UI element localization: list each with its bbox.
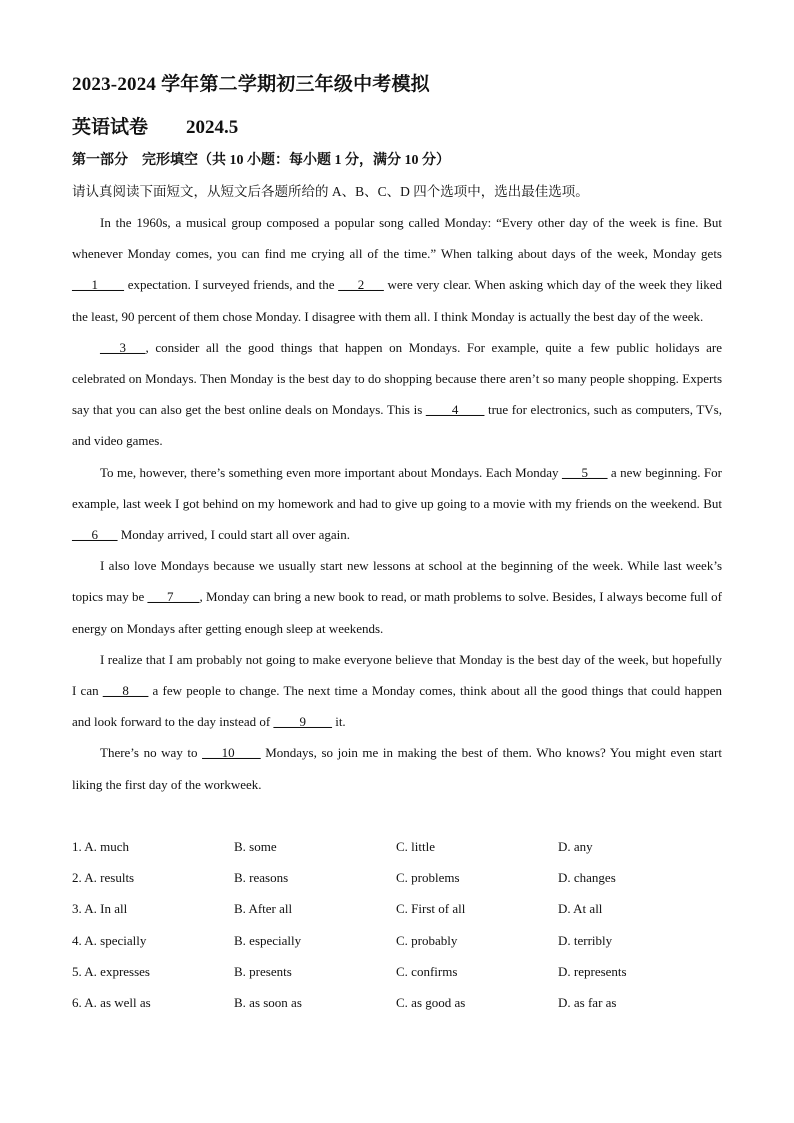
option-b: B. especially	[234, 932, 302, 948]
question-3-options	[72, 893, 722, 924]
option-a: 2. A. results	[72, 870, 135, 886]
option-a: 4. A. specially	[72, 932, 147, 948]
option-c: C. little	[396, 839, 435, 854]
option-c: C. confirms	[396, 963, 458, 979]
blank-4: ____4____	[425, 402, 485, 418]
blank-2: ___2___	[338, 277, 384, 293]
passage-paragraph: In the 1960s, a musical group composed a popular song called Monday: “Every other day of the week is fine. But whenever Monday comes, you can find me crying all of the time.” When talking about days of the week, Monday gets ___1____ expectation. I surveyed friends, and the ___2___ were very clear. When asking which day of the week they liked the least, 90 percent of them chose Monday. I disagree with them all. I think Monday is actually the best day of the week.	[72, 215, 722, 324]
blank-10: ___10____	[202, 745, 261, 761]
option-a: 6. A. as well as	[72, 994, 151, 1010]
question-4-options	[72, 925, 722, 956]
option-d: D. any	[558, 839, 593, 854]
answer-options	[72, 831, 722, 1018]
exam-title: 2023-2024 学年第二学期初三年级中考模拟	[72, 74, 430, 95]
passage-paragraph: I also love Mondays because we usually start new lessons at school at the beginning of the week. While last week’s topics may be ___7____, Monday can bring a new book to read, or math problems to solve. Besides, I always become full of energy on Mondays after getting enough sleep at weekends.	[72, 558, 722, 636]
question-6-options	[72, 987, 722, 1018]
subject-label: 英语试卷	[72, 117, 149, 138]
section-instruction: 请认真阅读下面短文，从短文后各题所给的 A、B、C、D 四个选项中，选出最佳选项。	[72, 184, 589, 199]
passage-paragraph: To me, however, there’s something even more important about Mondays. Each Monday ___5___ a new beginning. For example, last week I got behind on my homework and had to give up going to a movie with my friends on the weekend. But ___6___ Monday arrived, I could start all over again.	[72, 464, 722, 543]
option-b: B. presents	[234, 963, 292, 979]
option-d: D. changes	[558, 870, 616, 886]
option-d: D. At all	[558, 901, 603, 917]
exam-date: 2024.5	[186, 117, 239, 138]
option-d: D. terribly	[558, 932, 613, 948]
blank-9: ____9____	[273, 714, 332, 730]
option-d: D. as far as	[558, 994, 617, 1010]
option-c: C. as good as	[396, 994, 466, 1010]
option-d: D. represents	[558, 963, 627, 979]
blank-7: ___7____	[147, 589, 200, 605]
option-b: B. some	[234, 839, 277, 854]
option-b: B. After all	[234, 901, 293, 917]
blank-1: ___1____	[72, 277, 124, 293]
passage-paragraph: There’s no way to ___10____ Mondays, so join me in making the best of them. Who knows? You might even start liking the first day of the workweek.	[72, 745, 722, 792]
option-b: B. reasons	[234, 870, 289, 886]
blank-8: ___8___	[102, 683, 149, 699]
question-5-options	[72, 956, 722, 987]
cloze-passage	[72, 207, 722, 800]
section-title: 第一部分 完形填空（共 10 小题：每小题 1 分，满分 10 分）	[72, 153, 450, 168]
passage-paragraph: ___3___, consider all the good things that happen on Mondays. For example, quite a few public holidays are celebrated on Mondays. Then Monday is the best day to do shopping because there aren’t so many people shopping. Experts say that you can also get the best online deals on Mondays. This is ____4____ true for electronics, such as computers, TVs, and video games.	[72, 339, 722, 449]
option-a: 3. A. In all	[72, 901, 128, 917]
question-2-options	[72, 862, 722, 893]
passage-paragraph: I realize that I am probably not going to make everyone believe that Monday is the best day of the week, but hopefully I can ___8___ a few people to change. The next time a Monday comes, think about all the good things that could happen and look forward to the day instead of ____9____ it.	[72, 651, 722, 730]
question-1-options	[72, 831, 722, 862]
option-a: 5. A. expresses	[72, 963, 150, 979]
option-c: C. First of all	[396, 901, 466, 917]
option-a: 1. A. much	[72, 839, 130, 854]
blank-6: ___6___	[72, 527, 118, 543]
option-c: C. problems	[396, 870, 460, 886]
exam-subtitle	[72, 112, 238, 139]
blank-3: ___3___	[100, 339, 146, 355]
blank-5: ___5___	[561, 464, 608, 480]
option-c: C. probably	[396, 932, 458, 948]
option-b: B. as soon as	[234, 994, 302, 1010]
